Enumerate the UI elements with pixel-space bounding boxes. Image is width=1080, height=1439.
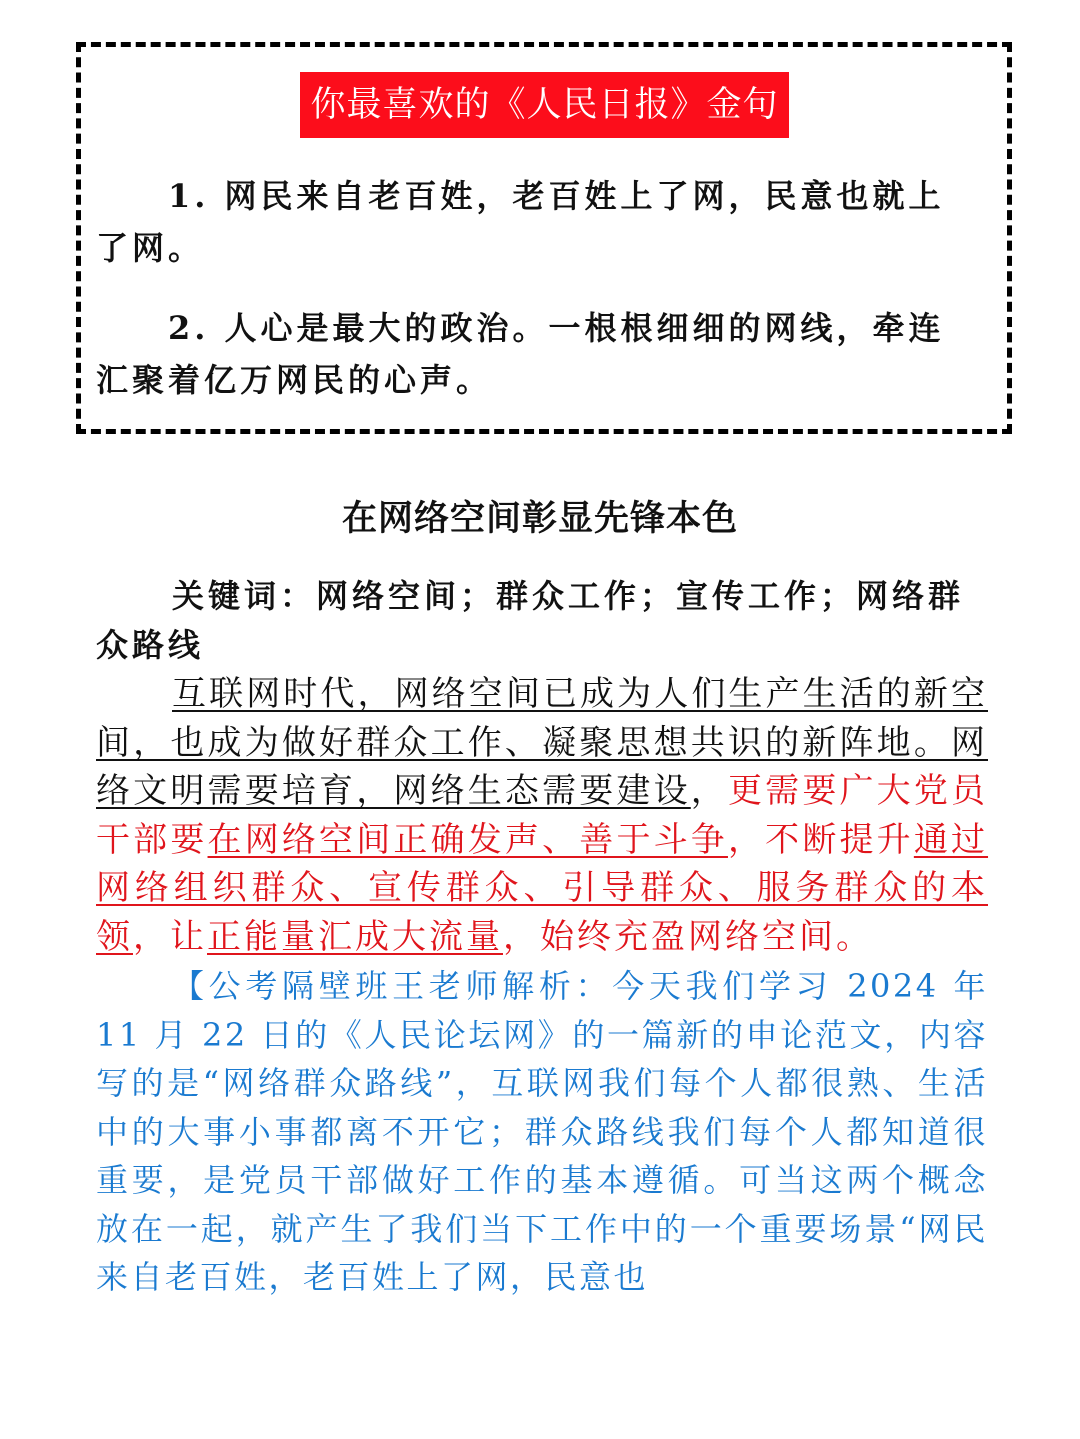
- quote-2: 2. 人心是最大的政治。一根根细细的网线，牵连汇聚着亿万网民的心声。: [96, 309, 945, 399]
- underlined-text: 互联网时代，网络空间已成为人们生产生活的新空间，也成为做好群众工作、凝聚思想共识的新阵地。网络文明需要培育，网络生态需要建设: [96, 674, 988, 811]
- article-paragraph: [96, 670, 988, 961]
- red-underlined-text: 在网络空间正确发声、善于斗争: [207, 819, 728, 860]
- banner-title: 你最喜欢的《人民日报》金句: [300, 72, 789, 138]
- teacher-analysis: 【公考隔壁班王老师解析：今天我们学习 2024 年 11 月 22 日的《人民论坛网》的一篇新的申论范文，内容写的是“网络群众路线”，互联网我们每个人都很熟、生活中的大事小事都离不开它；群众路线我们每个人都知道很重要，是党员干部做好工作的基本遵循。可当这两个概念放在一起，就产生了我们当下工作中的一个重要场景“网民来自老百姓，老百姓上了网，民意也: [96, 967, 988, 1296]
- quote-1: 1. 网民来自老百姓，老百姓上了网，民意也就上了网。: [96, 177, 945, 267]
- red-underlined-text: 正能量汇成大流量: [207, 916, 503, 957]
- red-text: ，不断提升: [727, 819, 914, 860]
- article-title: 在网络空间彰显先锋本色: [341, 498, 738, 539]
- red-text: 更需要广大党员干部要: [96, 771, 989, 860]
- plain-text: ，: [690, 771, 728, 811]
- red-text: ，让: [133, 916, 207, 957]
- article-keywords: 关键词：网络空间；群众工作；宣传工作；网络群众路线: [96, 577, 965, 664]
- red-underlined-text: 通过网络组织群众、宣传群众、引导群众、服务群众的本领: [96, 819, 989, 957]
- red-text: ，始终充盈网络空间。: [503, 916, 873, 957]
